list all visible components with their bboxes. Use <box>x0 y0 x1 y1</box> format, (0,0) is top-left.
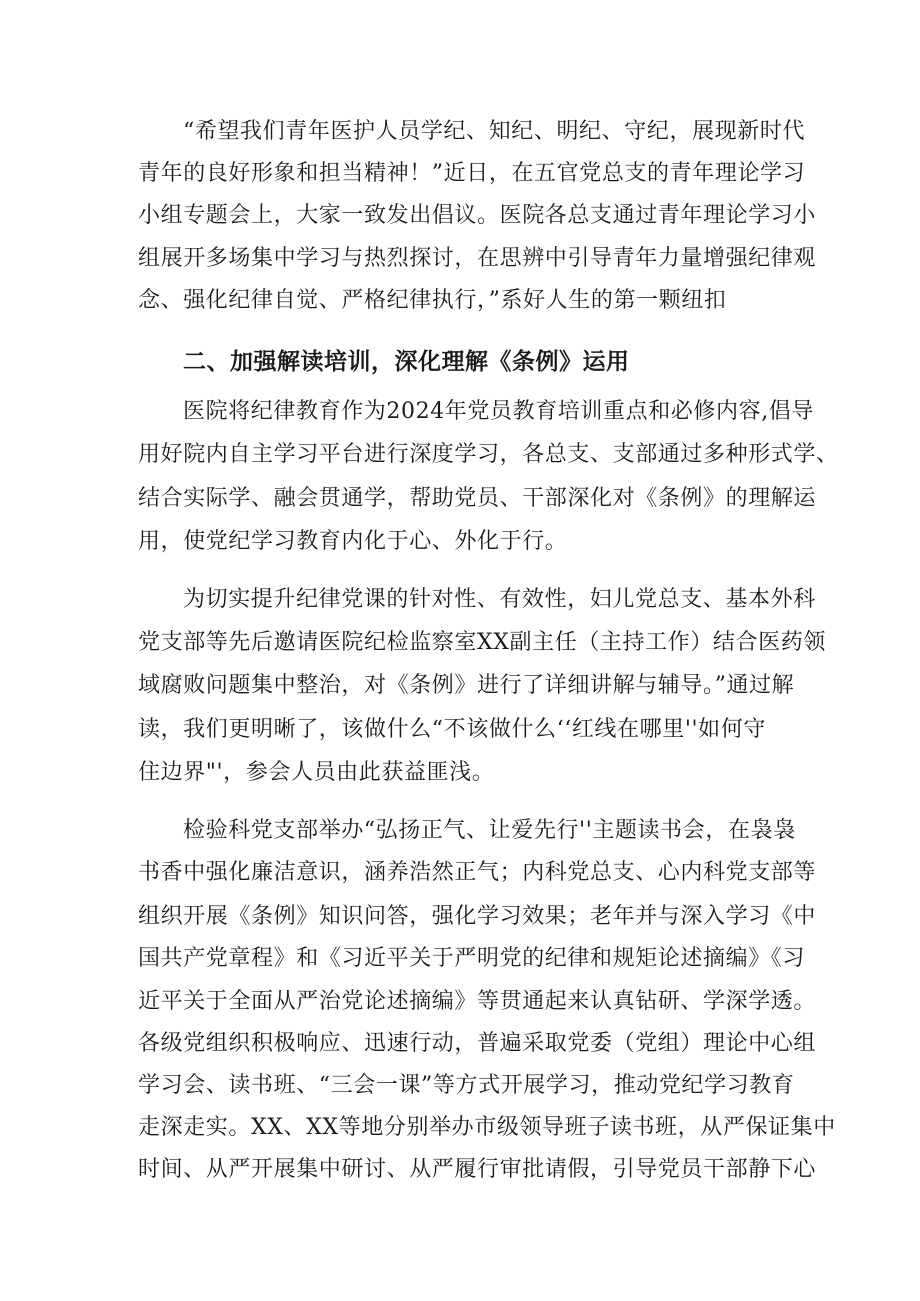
paragraph-3-line: 为切实提升纪律党课的针对性、有效性，妇儿党总支、基本外科 <box>183 587 816 612</box>
paragraph-3-line: 域腐败问题集中整治，对《条例》进行了详细讲解与辅导。”通过解 <box>138 673 795 698</box>
paragraph-4-line: 书香中强化廉洁意识，涵养浩然正气；内科党总支、心内科党支部等 <box>138 860 817 885</box>
paragraph-2-line: 用，使党纪学习教育内化于心、外化于行。 <box>138 529 568 554</box>
paragraph-3-line: 住边界"'，参会人员由此获益匪浅。 <box>138 760 495 785</box>
paragraph-4-line: 检验科党支部举办“弘扬正气、让爱先行''主题读书会，在袅袅 <box>183 818 796 843</box>
paragraph-1-line: 念、强化纪律自觉、严格纪律执行，”系好人生的第一颗纽扣 <box>138 288 727 313</box>
paragraph-3-line: 党支部等先后邀请医院纪检监察室XX副主任（主持工作）结合医药领 <box>138 630 826 655</box>
paragraph-4-line: 时间、从严开展集中研讨、从严履行审批请假，引导党员干部静下心 <box>138 1157 817 1182</box>
paragraph-1-line: 组展开多场集中学习与热烈探讨，在思辨中引导青年力量增强纪律观 <box>138 246 817 271</box>
paragraph-4-line: 走深走实。XX、XX等地分别举办市级领导班子读书班，从严保证集中 <box>138 1115 836 1140</box>
paragraph-2-line: 结合实际学、融会贯通学，帮助党员、干部深化对《条例》的理解运 <box>138 486 817 511</box>
paragraph-4-line: 国共产党章程》和《习近平关于严明党的纪律和规矩论述摘编》《习 <box>138 946 806 971</box>
paragraph-4-line: 各级党组织积极响应、迅速行动，普遍采取党委（党组）理论中心组 <box>138 1031 817 1056</box>
paragraph-1-line: “希望我们青年医护人员学纪、知纪、明纪、守纪，展现新时代 <box>183 119 806 144</box>
paragraph-4-line: 近平关于全面从严治党论述摘编》等贯通起来认真钻研、学深学透。 <box>138 989 817 1014</box>
paragraph-4-line: 组织开展《条例》知识问答，强化学习效果；老年并与深入学习《中 <box>138 904 817 929</box>
paragraph-2-line: 医院将纪律教育作为2024年党员教育培训重点和必修内容,倡导 <box>183 399 814 424</box>
paragraph-1-line: 青年的良好形象和担当精神！”近日，在五官党总支的青年理论学习 <box>138 161 806 186</box>
section-heading: 二、加强解读培训，深化理解《条例》运用 <box>183 349 630 375</box>
paragraph-3-line: 读，我们更明晰了，该做什么“不该做什么‘‘红线在哪里''如何守 <box>138 717 766 742</box>
paragraph-4-line: 学习会、读书班、“三会一课”等方式开展学习，推动党纪学习教育 <box>138 1073 795 1098</box>
paragraph-1-line: 小组专题会上，大家一致发出倡议。医院各总支通过青年理论学习小 <box>138 203 817 228</box>
paragraph-2-line: 用好院内自主学习平台进行深度学习，各总支、支部通过多种形式学、 <box>138 442 839 467</box>
